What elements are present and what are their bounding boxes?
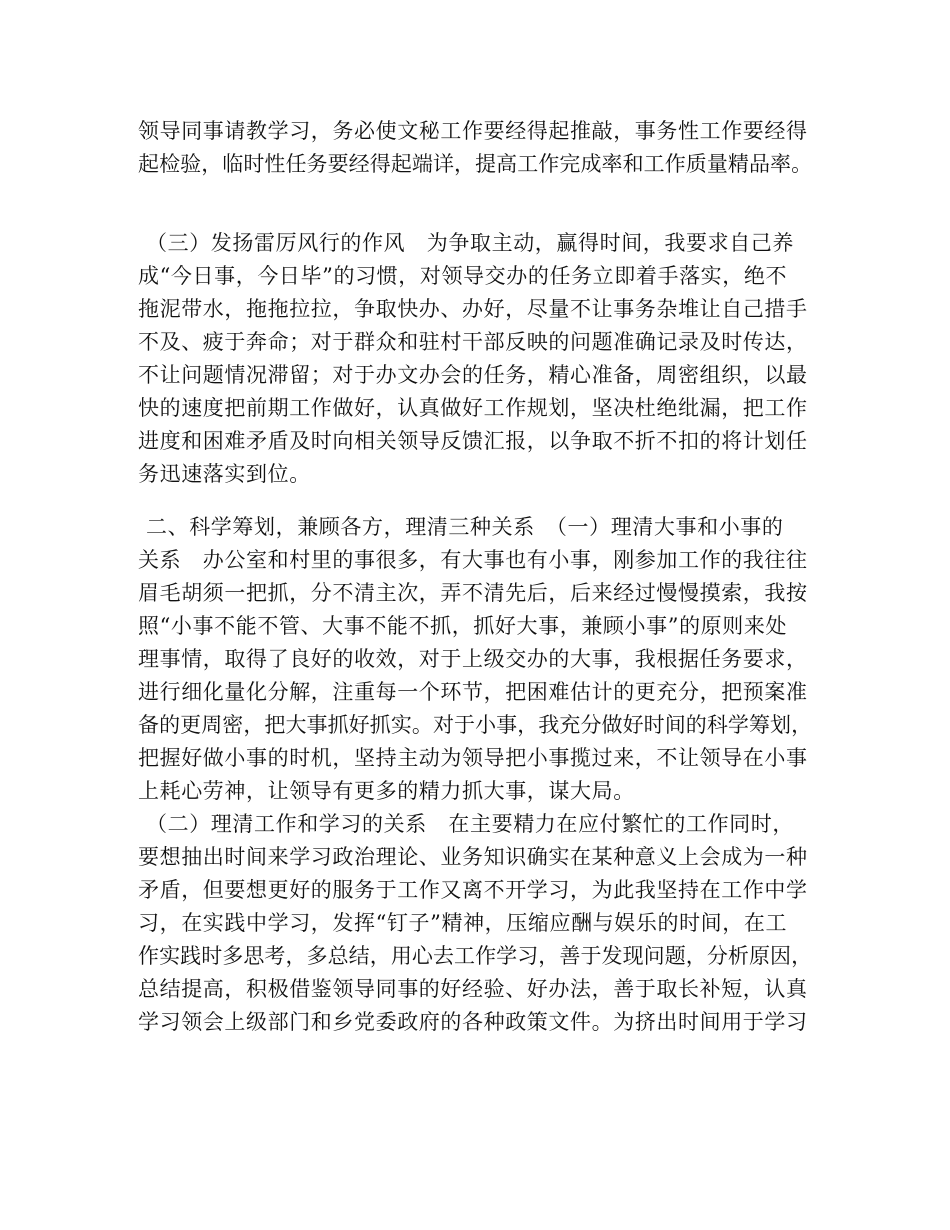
text-line: 习，在实践中学习，发挥“钉子”精神，压缩应酬与娱乐的时间，在工 xyxy=(138,911,788,935)
text-line: 总结提高，积极借鉴领导同事的好经验、好办法，善于取长补短，认真 xyxy=(138,977,808,1001)
text-line: 照“小事不能不管、大事不能不抓，抓好大事，兼顾小事”的原则来处 xyxy=(138,614,788,638)
section-heading-line: （二）理清工作和学习的关系 在主要精力在应付繁忙的工作同时， xyxy=(146,812,794,836)
text-line: 不让问题情况滞留；对于办文办会的任务，精心准备，周密组织，以最 xyxy=(138,363,808,387)
text-line: 作实践时多思考，多总结，用心去工作学习，善于发现问题，分析原因， xyxy=(138,944,813,968)
text-line: 务迅速落实到位。 xyxy=(138,462,311,486)
text-line: 进度和困难矛盾及时向相关领导反馈汇报，以争取不折不扣的将计划任 xyxy=(138,429,808,453)
text-line: 备的更周密，把大事抓好抓实。对于小事，我充分做好时间的科学筹划， xyxy=(138,713,813,737)
text-line: 关系 办公室和村里的事很多，有大事也有小事，刚参加工作的我往往 xyxy=(138,548,808,572)
text-line: 学习领会上级部门和乡党委政府的各种政策文件。为挤出时间用于学习 xyxy=(138,1010,808,1034)
text-line: 起检验，临时性任务要经得起端详，提高工作完成率和工作质量精品率。 xyxy=(138,152,813,176)
text-line: 上耗心劳神，让领导有更多的精力抓大事，谋大局。 xyxy=(138,779,635,803)
text-line: 不及、疲于奔命；对于群众和驻村干部反映的问题准确记录及时传达， xyxy=(138,330,808,354)
text-line: 成“今日事，今日毕”的习惯，对领导交办的任务立即着手落实，绝不 xyxy=(138,264,788,288)
text-line: 理事情，取得了良好的收效，对于上级交办的大事，我根据任务要求， xyxy=(138,647,808,671)
text-line: 把握好做小事的时机，坚持主动为领导把小事揽过来，不让领导在小事 xyxy=(138,746,808,770)
section-heading-line: 二、科学筹划，兼顾各方，理清三种关系 （一）理清大事和小事的 xyxy=(146,515,784,539)
text-line: 要想抽出时间来学习政治理论、业务知识确实在某种意义上会成为一种 xyxy=(138,845,808,869)
text-line: 进行细化量化分解，注重每一个环节，把困难估计的更充分，把预案准 xyxy=(138,680,808,704)
section-heading-line: （三）发扬雷厉风行的作风 为争取主动，赢得时间，我要求自己养 xyxy=(146,231,794,255)
text-line: 快的速度把前期工作做好，认真做好工作规划，坚决杜绝纰漏，把工作 xyxy=(138,396,808,420)
text-line: 拖泥带水，拖拖拉拉，争取快办、办好，尽量不让事务杂堆让自己措手 xyxy=(138,297,808,321)
text-line: 眉毛胡须一把抓，分不清主次，弄不清先后，后来经过慢慢摸索，我按 xyxy=(138,581,808,605)
text-line: 领导同事请教学习，务必使文秘工作要经得起推敲，事务性工作要经得 xyxy=(138,119,808,143)
text-line: 矛盾，但要想更好的服务于工作又离不开学习，为此我坚持在工作中学 xyxy=(138,878,808,902)
